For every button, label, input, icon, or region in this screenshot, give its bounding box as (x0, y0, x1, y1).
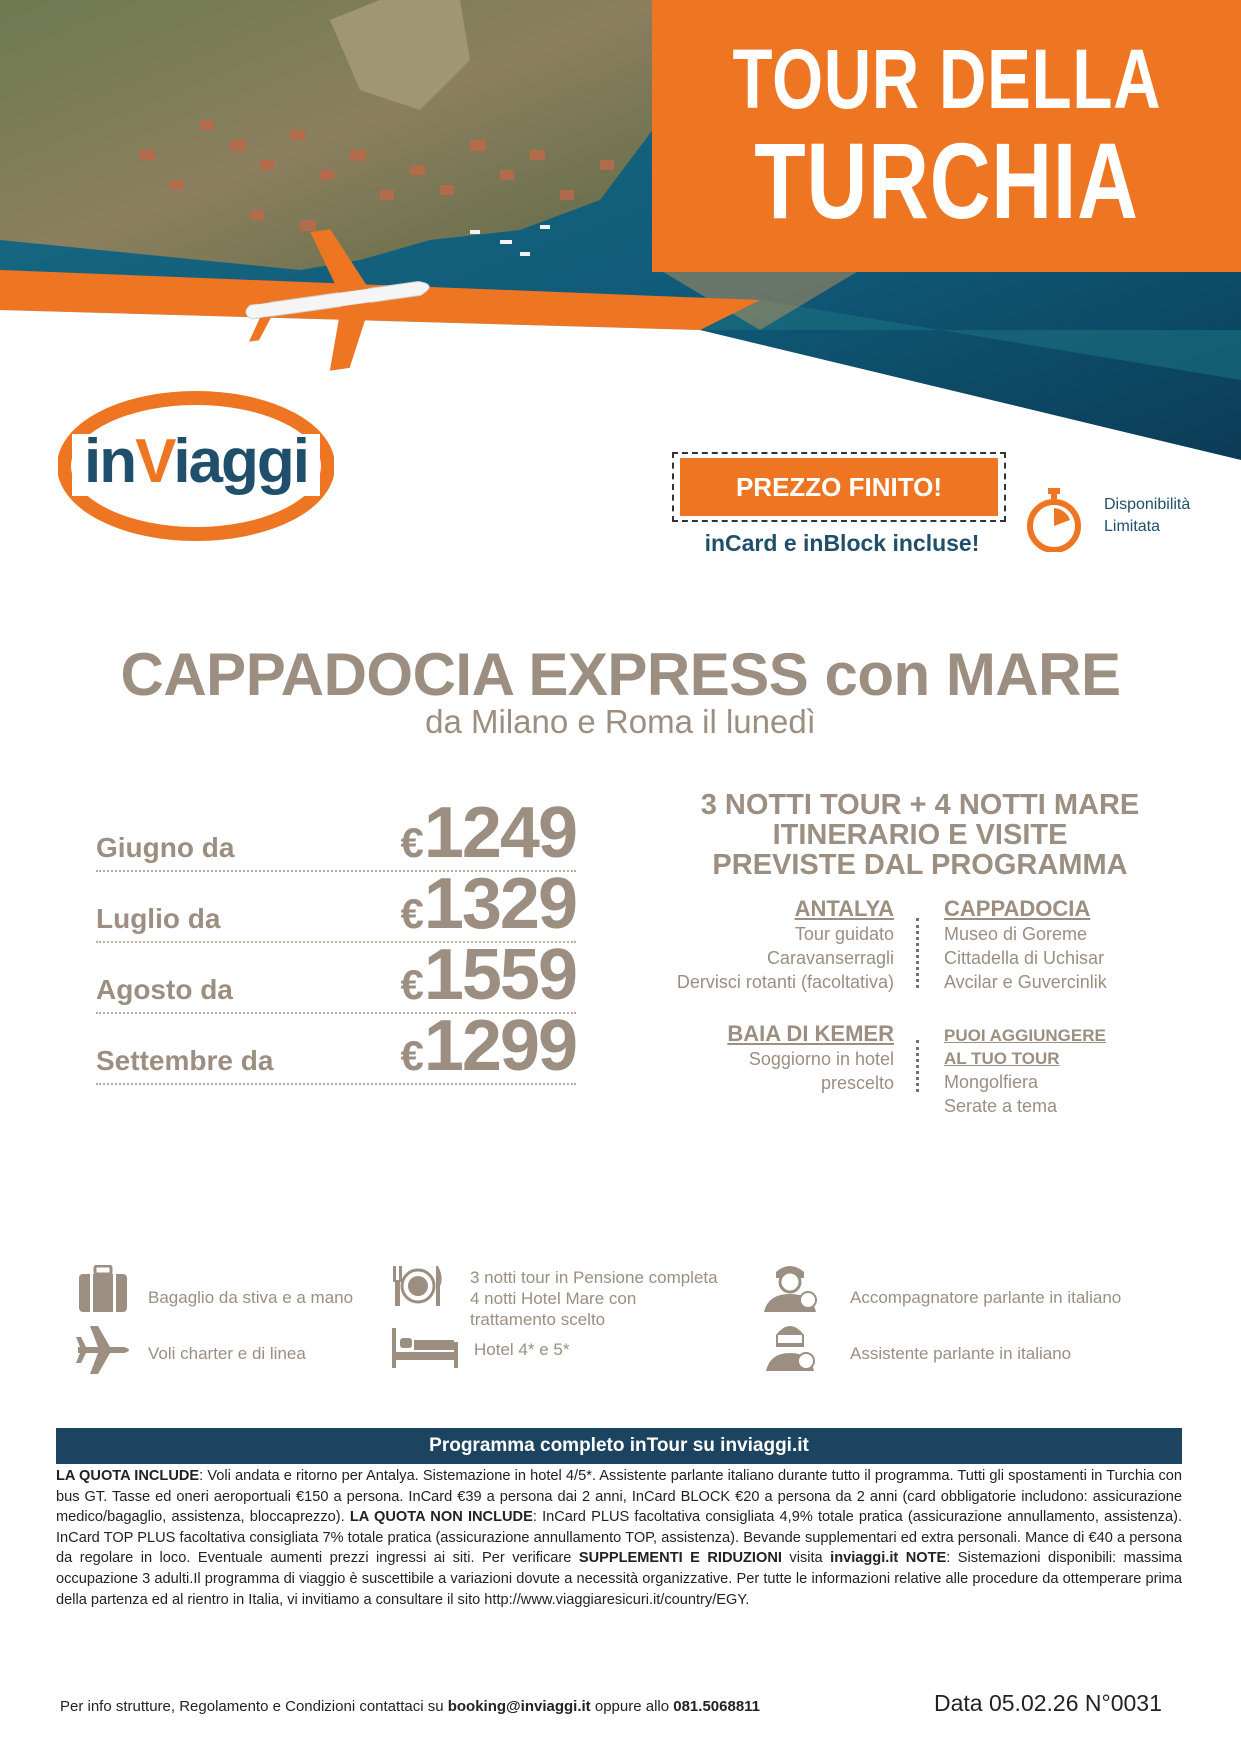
logo-wordmark: inViaggi (83, 427, 309, 496)
contact-email[interactable]: booking@inviaggi.it (447, 1698, 591, 1715)
feature-luggage: Bagaglio da stiva e a mano (148, 1288, 354, 1307)
section-cappadocia: CAPPADOCIA Museo di Goreme Cittadella di Uchisar Avcilar e Guvercinlik (944, 896, 1107, 992)
document-date: Data 05.02.26 N°0031 (934, 1690, 1162, 1716)
section-extras: PUOI AGGIUNGERE AL TUO TOUR Mongolfiera Serate a tema (944, 1026, 1106, 1116)
price-row-july: Luglio da €1329 (96, 864, 576, 944)
terms-text: LA QUOTA INCLUDE: Voli andata e ritorno per Antalya. Sistemazione in hotel 4/5*. Assistente parlante italiano durante tutto il programma. Tutti gli spostamenti in Turchia con bus GT. Tasse ed oneri aeroportuali €150 a persona. InCard €39 a persona dai 2 anni, InCard BLOCK €20 a persona da 2 anni (card obbligatorie includono: assicurazione medico/bagaglio, assistenza, bloccaprezzo). LA QUOTA NON INCLUDE: InCard PLUS facoltativa consigliata 4,9% totale pratica (assicurazione annullamento, assistenza). InCard TOP PLUS facoltativa consigliata 7% totale pratica (assicurazione annullamento TOP, assistenza). Bevande supplementari ed extra personali. Mance di €40 a persona da regolare in loco. Eventuale aumenti prezzi ingressi ai siti. Per verificare SUPPLEMENTI E RIDUZIONI visita inviaggi.it NOTE: Sistemazioni disponibili: massima occupazione 3 adulti.Il programma di viaggio è suscettibile a variazioni dovute a necessità organizzative. Per tutte le informazioni relative alle procedure da ottemperare prima della partenza ed al rientro in Italia, vi invitiamo a consultare il sito http://www.viaggiaresicuri.it/country/EGY. (56, 1468, 1183, 1608)
promo-subtitle: inCard e inBlock incluse! (704, 530, 980, 556)
feature-flights: Voli charter e di linea (148, 1344, 306, 1363)
stopwatch-icon (1026, 488, 1082, 552)
suitcase-icon (78, 1265, 128, 1317)
availability-note: Disponibilità Limitata (1104, 496, 1191, 535)
hero-title-banner (652, 0, 1241, 272)
inviaggi-logo[interactable] (58, 388, 334, 543)
contact-line: Per info strutture, Regolamento e Condizioni contattaci su booking@inviaggi.it oppure allo 081.5068811 (60, 1698, 761, 1715)
price-row-august: Agosto da €1559 (96, 935, 576, 1015)
section-antalya: ANTALYA Tour guidato Caravanserragli Dervisci rotanti (facoltativa) (676, 896, 894, 992)
itinerary-heading: 3 NOTTI TOUR + 4 NOTTI MARE ITINERARIO E VISITE PREVISTE DAL PROGRAMMA (700, 789, 1140, 881)
tour-guide-icon (764, 1262, 820, 1316)
hero-title-line2: TURCHIA (754, 120, 1139, 241)
section-kemer: BAIA DI KEMER Soggiorno in hotel prescelto (727, 1021, 894, 1093)
bed-icon (392, 1328, 458, 1372)
price-badge: PREZZO FINITO! (680, 458, 998, 516)
offer-subtitle: da Milano e Roma il lunedì (425, 703, 816, 740)
feature-meals: 3 notti tour in Pensione completa 4 notti Hotel Mare con trattamento scelto (470, 1268, 718, 1329)
assistant-icon (766, 1321, 818, 1375)
dining-icon (392, 1264, 444, 1312)
plane-icon (76, 1324, 134, 1380)
hero-title-line1: TOUR DELLA (732, 32, 1161, 126)
price-row-september: Settembre da €1299 (96, 1006, 576, 1086)
program-link-bar[interactable]: Programma completo inTour su inviaggi.it (56, 1428, 1182, 1464)
price-row-june: Giugno da €1249 (96, 793, 576, 873)
column-divider (916, 1040, 919, 1092)
feature-hotel: Hotel 4* e 5* (474, 1340, 570, 1359)
offer-title: CAPPADOCIA EXPRESS con MARE (120, 641, 1121, 708)
feature-assistant: Assistente parlante in italiano (850, 1344, 1072, 1363)
contact-phone[interactable]: 081.5068811 (673, 1698, 761, 1715)
column-divider (916, 918, 919, 988)
feature-guide: Accompagnatore parlante in italiano (850, 1288, 1122, 1307)
